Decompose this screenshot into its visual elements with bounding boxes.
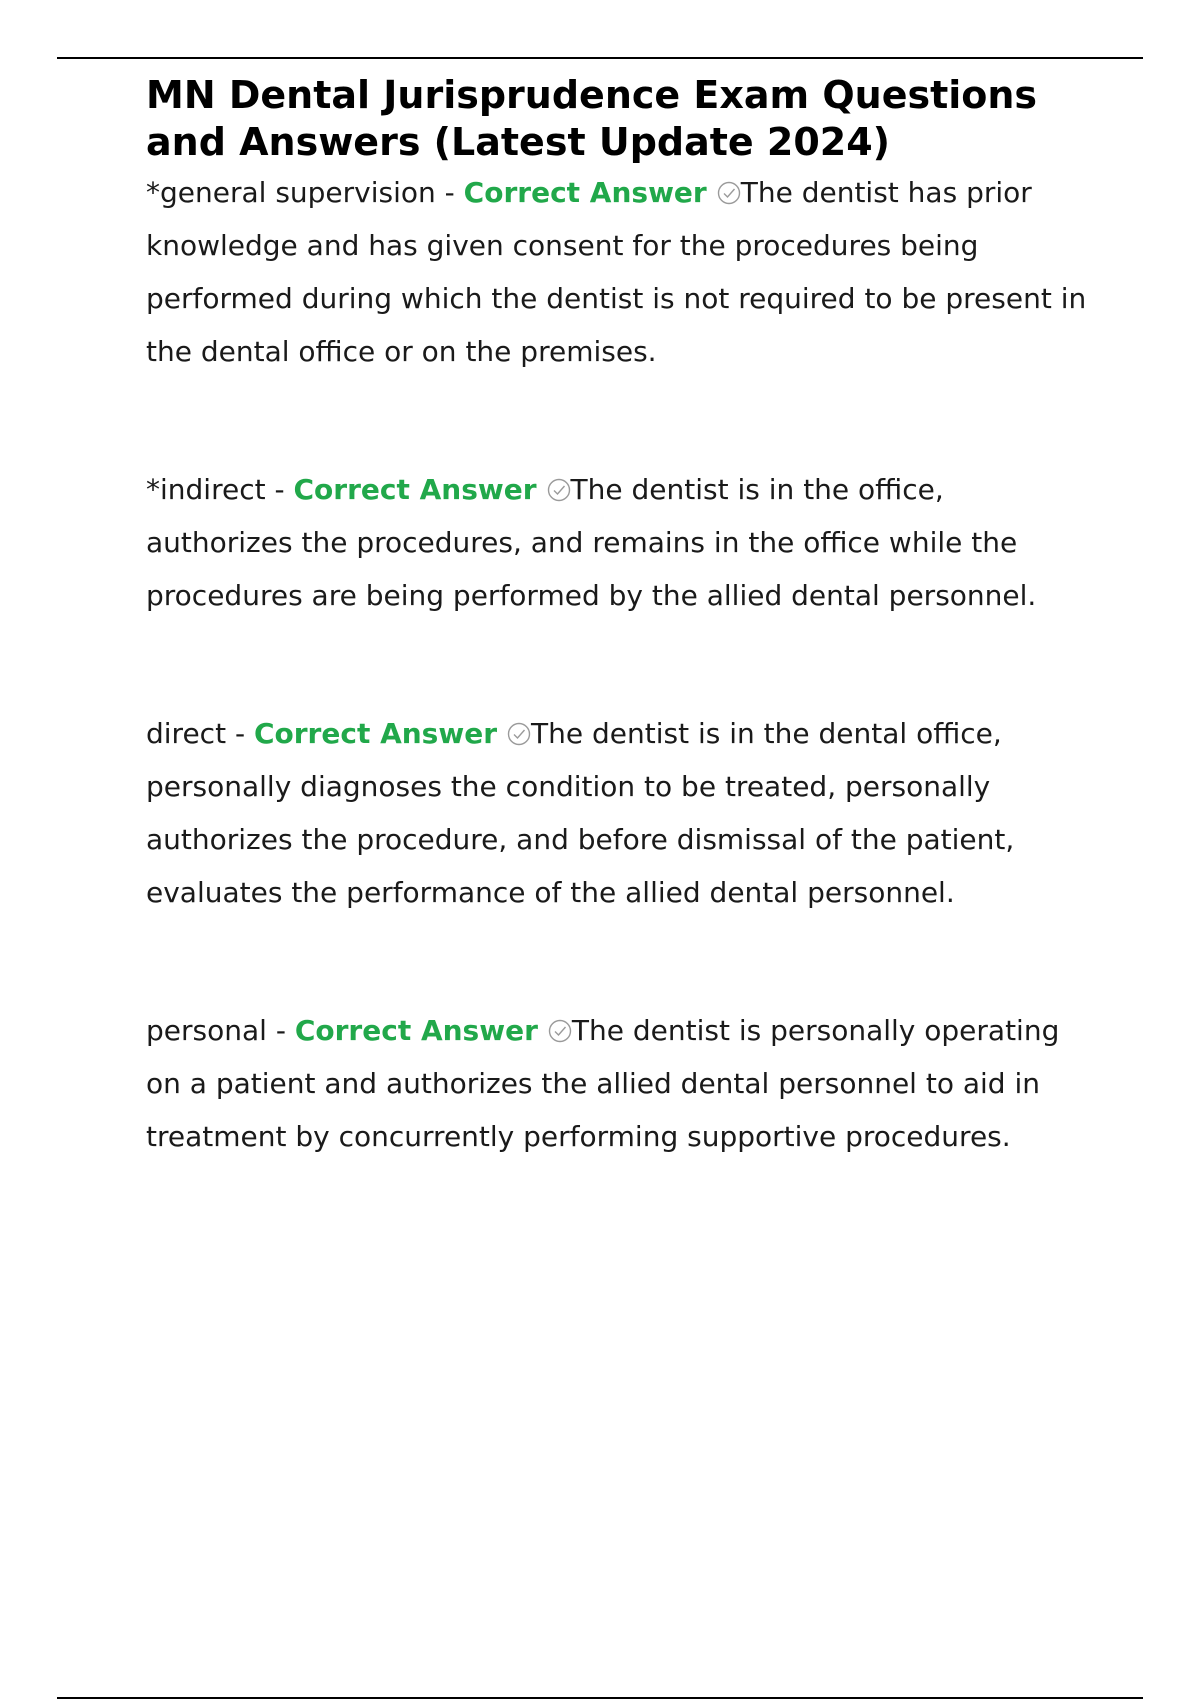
- check-circle-icon: [548, 1019, 572, 1043]
- correct-answer-label: Correct Answer: [293, 473, 537, 506]
- correct-answer-label: Correct Answer: [463, 176, 707, 209]
- check-circle-icon: [717, 181, 741, 205]
- qa-item-direct: [146, 707, 1096, 919]
- qa-term: direct -: [146, 717, 254, 750]
- correct-answer-label: Correct Answer: [294, 1014, 538, 1047]
- qa-term: *general supervision -: [146, 176, 464, 209]
- document-title: MN Dental Jurisprudence Exam Questions and Answers (Latest Update 2024): [146, 73, 1038, 164]
- qa-item-general-supervision: [146, 166, 1096, 378]
- qa-definition: The dentist is in the dental office, personally diagnoses the condition to be treated, personally authorizes the procedure, and before dismissal of the patient, evaluates the performance of the allied dental personnel.: [146, 717, 1015, 909]
- qa-definition: The dentist is in the office, authorizes the procedures, and remains in the office while the procedures are being performed by the allied dental personnel.: [146, 473, 1037, 612]
- qa-definition: The dentist has prior knowledge and has given consent for the procedures being performed during which the dentist is not required to be present in the dental office or on the premises.: [146, 176, 1087, 368]
- check-circle-icon: [547, 478, 571, 502]
- check-circle-icon: [507, 722, 531, 746]
- top-rule: [57, 57, 1143, 59]
- bottom-rule: [57, 1697, 1143, 1699]
- qa-item-personal: [146, 1004, 1096, 1163]
- document-body: [146, 72, 1096, 1163]
- qa-item-indirect: [146, 463, 1096, 622]
- qa-term: *indirect -: [146, 473, 294, 506]
- qa-term: personal -: [146, 1014, 295, 1047]
- qa-definition: The dentist is personally operating on a patient and authorizes the allied dental personnel to aid in treatment by concurrently performing supportive procedures.: [146, 1014, 1060, 1153]
- correct-answer-label: Correct Answer: [253, 717, 498, 750]
